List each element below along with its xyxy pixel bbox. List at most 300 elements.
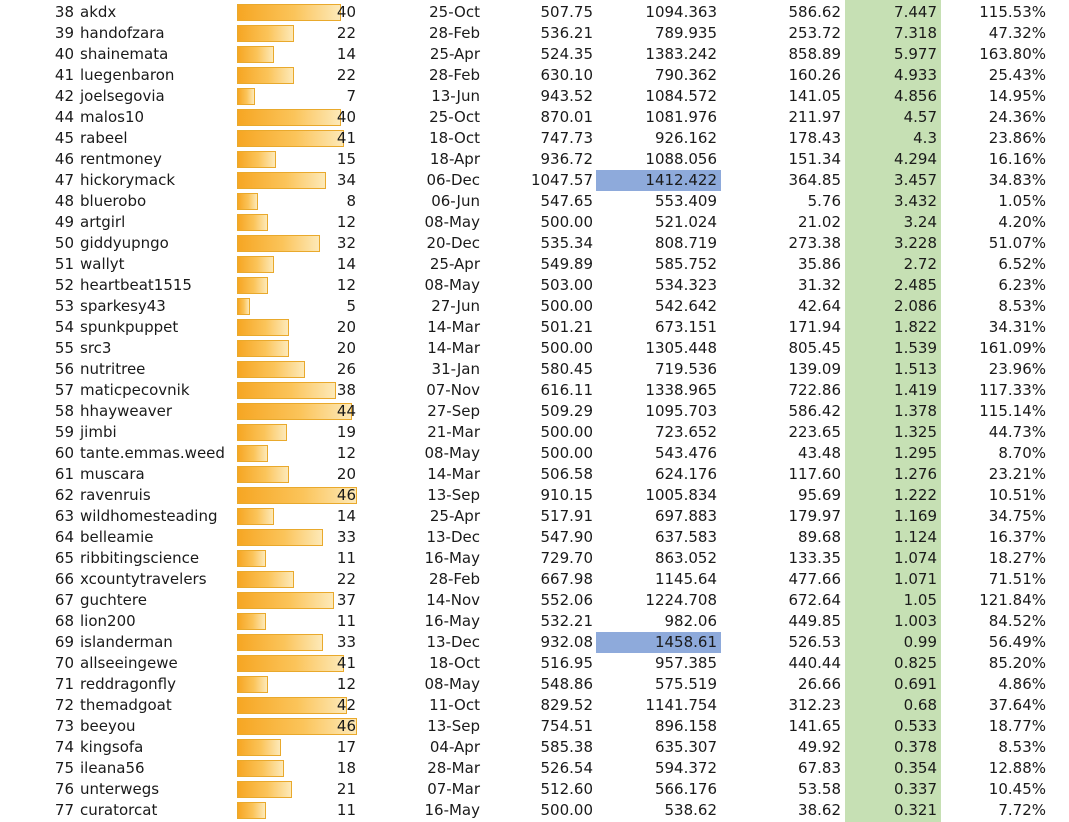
rank-cell[interactable]: 53	[54, 297, 74, 315]
username-cell[interactable]: nutritree	[80, 360, 146, 378]
count-cell[interactable]: 46	[336, 486, 356, 504]
table-row[interactable]	[0, 611, 1069, 632]
rank-cell[interactable]: 61	[54, 465, 74, 483]
percent-cell[interactable]: 51.07%	[988, 234, 1046, 252]
value-cell[interactable]: 549.89	[540, 255, 593, 273]
count-cell[interactable]: 8	[346, 192, 356, 210]
table-row[interactable]	[0, 86, 1069, 107]
table-row[interactable]	[0, 737, 1069, 758]
date-cell[interactable]: 14-Nov	[426, 591, 480, 609]
count-cell[interactable]: 34	[336, 171, 356, 189]
date-cell[interactable]: 18-Oct	[429, 129, 480, 147]
date-cell[interactable]: 08-May	[424, 276, 480, 294]
table-row[interactable]	[0, 65, 1069, 86]
date-cell[interactable]: 21-Mar	[427, 423, 480, 441]
date-cell[interactable]: 27-Jun	[431, 297, 480, 315]
value-cell[interactable]: 858.89	[788, 45, 841, 63]
count-cell[interactable]: 11	[336, 801, 356, 819]
rank-cell[interactable]: 60	[54, 444, 74, 462]
username-cell[interactable]: artgirl	[80, 213, 126, 231]
rank-cell[interactable]: 41	[54, 66, 74, 84]
percent-cell[interactable]: 23.96%	[988, 360, 1046, 378]
table-row[interactable]	[0, 527, 1069, 548]
value-cell[interactable]: 151.34	[788, 150, 841, 168]
percent-cell[interactable]: 12.88%	[988, 759, 1046, 777]
value-cell[interactable]: 117.60	[788, 465, 841, 483]
percent-cell[interactable]: 37.64%	[988, 696, 1046, 714]
date-cell[interactable]: 08-May	[424, 213, 480, 231]
ratio-cell[interactable]: 1.513	[894, 360, 937, 378]
value-cell[interactable]: 512.60	[540, 780, 593, 798]
ratio-cell[interactable]: 1.539	[894, 339, 937, 357]
count-cell[interactable]: 14	[336, 255, 356, 273]
count-cell[interactable]: 14	[336, 507, 356, 525]
username-cell[interactable]: spunkpuppet	[80, 318, 179, 336]
count-cell[interactable]: 18	[336, 759, 356, 777]
rank-cell[interactable]: 58	[54, 402, 74, 420]
table-row[interactable]	[0, 359, 1069, 380]
count-cell[interactable]: 32	[336, 234, 356, 252]
username-cell[interactable]: beeyou	[80, 717, 136, 735]
rank-cell[interactable]: 62	[54, 486, 74, 504]
table-row[interactable]	[0, 149, 1069, 170]
ratio-cell[interactable]: 0.354	[894, 759, 937, 777]
table-row[interactable]	[0, 506, 1069, 527]
date-cell[interactable]: 13-Sep	[427, 486, 480, 504]
percent-cell[interactable]: 18.27%	[988, 549, 1046, 567]
value-cell[interactable]: 211.97	[788, 108, 841, 126]
username-cell[interactable]: giddyupngo	[80, 234, 169, 252]
value-cell[interactable]: 1005.834	[645, 486, 717, 504]
value-cell[interactable]: 863.052	[654, 549, 717, 567]
value-cell[interactable]: 38.62	[798, 801, 841, 819]
ratio-cell[interactable]: 1.074	[894, 549, 937, 567]
username-cell[interactable]: wildhomesteading	[80, 507, 218, 525]
value-cell[interactable]: 543.476	[654, 444, 717, 462]
value-cell[interactable]: 535.34	[540, 234, 593, 252]
percent-cell[interactable]: 8.53%	[998, 738, 1046, 756]
value-cell[interactable]: 552.06	[540, 591, 593, 609]
value-cell[interactable]: 1088.056	[645, 150, 717, 168]
username-cell[interactable]: ribbitingscience	[80, 549, 200, 567]
rank-cell[interactable]: 76	[54, 780, 74, 798]
count-cell[interactable]: 12	[336, 213, 356, 231]
percent-cell[interactable]: 6.23%	[998, 276, 1046, 294]
value-cell[interactable]: 532.21	[540, 612, 593, 630]
username-cell[interactable]: joelsegovia	[80, 87, 165, 105]
value-cell[interactable]: 500.00	[540, 801, 593, 819]
table-row[interactable]	[0, 275, 1069, 296]
rank-cell[interactable]: 39	[54, 24, 74, 42]
date-cell[interactable]: 25-Apr	[429, 255, 480, 273]
username-cell[interactable]: unterwegs	[80, 780, 160, 798]
count-cell[interactable]: 22	[336, 66, 356, 84]
table-row[interactable]	[0, 44, 1069, 65]
value-cell[interactable]: 506.58	[540, 465, 593, 483]
username-cell[interactable]: themadgoat	[80, 696, 172, 714]
value-cell[interactable]: 31.32	[798, 276, 841, 294]
date-cell[interactable]: 31-Jan	[431, 360, 480, 378]
date-cell[interactable]: 27-Sep	[427, 402, 480, 420]
value-cell[interactable]: 1145.64	[654, 570, 717, 588]
username-cell[interactable]: jimbi	[80, 423, 117, 441]
percent-cell[interactable]: 44.73%	[988, 423, 1046, 441]
username-cell[interactable]: islanderman	[80, 633, 173, 651]
username-cell[interactable]: rabeel	[80, 129, 128, 147]
value-cell[interactable]: 49.92	[798, 738, 841, 756]
value-cell[interactable]: 943.52	[540, 87, 593, 105]
rank-cell[interactable]: 69	[54, 633, 74, 651]
percent-cell[interactable]: 84.52%	[988, 612, 1046, 630]
value-cell[interactable]: 926.162	[654, 129, 717, 147]
username-cell[interactable]: hickorymack	[80, 171, 176, 189]
value-cell[interactable]: 789.935	[654, 24, 717, 42]
count-cell[interactable]: 21	[336, 780, 356, 798]
table-row[interactable]	[0, 191, 1069, 212]
value-cell[interactable]: 273.38	[788, 234, 841, 252]
value-cell[interactable]: 517.91	[540, 507, 593, 525]
table-row[interactable]	[0, 2, 1069, 23]
date-cell[interactable]: 13-Dec	[426, 633, 480, 651]
ratio-cell[interactable]: 1.419	[894, 381, 937, 399]
percent-cell[interactable]: 121.84%	[979, 591, 1046, 609]
percent-cell[interactable]: 117.33%	[979, 381, 1046, 399]
table-row[interactable]	[0, 590, 1069, 611]
value-cell[interactable]: 43.48	[798, 444, 841, 462]
count-cell[interactable]: 20	[336, 318, 356, 336]
table-row[interactable]	[0, 23, 1069, 44]
table-row[interactable]	[0, 779, 1069, 800]
value-cell[interactable]: 630.10	[540, 66, 593, 84]
date-cell[interactable]: 16-May	[424, 612, 480, 630]
username-cell[interactable]: lion200	[80, 612, 136, 630]
percent-cell[interactable]: 163.80%	[979, 45, 1046, 63]
percent-cell[interactable]: 56.49%	[988, 633, 1046, 651]
value-cell[interactable]: 585.38	[540, 738, 593, 756]
value-cell[interactable]: 805.45	[788, 339, 841, 357]
date-cell[interactable]: 18-Apr	[429, 150, 480, 168]
count-cell[interactable]: 15	[336, 150, 356, 168]
ratio-cell[interactable]: 1.325	[894, 423, 937, 441]
date-cell[interactable]: 16-May	[424, 549, 480, 567]
date-cell[interactable]: 08-May	[424, 675, 480, 693]
value-cell[interactable]: 672.64	[788, 591, 841, 609]
value-cell[interactable]: 548.86	[540, 675, 593, 693]
ratio-cell[interactable]: 0.321	[894, 801, 937, 819]
value-cell[interactable]: 253.72	[788, 24, 841, 42]
value-cell[interactable]: 516.95	[540, 654, 593, 672]
rank-cell[interactable]: 51	[54, 255, 74, 273]
ratio-cell[interactable]: 1.276	[894, 465, 937, 483]
value-cell[interactable]: 5.76	[807, 192, 841, 210]
percent-cell[interactable]: 16.16%	[988, 150, 1046, 168]
table-row[interactable]	[0, 128, 1069, 149]
value-cell[interactable]: 722.86	[788, 381, 841, 399]
value-cell[interactable]: 754.51	[540, 717, 593, 735]
value-cell[interactable]: 723.652	[654, 423, 717, 441]
username-cell[interactable]: shainemata	[80, 45, 169, 63]
value-cell[interactable]: 870.01	[540, 108, 593, 126]
date-cell[interactable]: 13-Jun	[431, 87, 480, 105]
date-cell[interactable]: 28-Feb	[428, 24, 480, 42]
value-cell[interactable]: 141.05	[788, 87, 841, 105]
count-cell[interactable]: 12	[336, 675, 356, 693]
username-cell[interactable]: hhayweaver	[80, 402, 173, 420]
rank-cell[interactable]: 68	[54, 612, 74, 630]
username-cell[interactable]: kingsofa	[80, 738, 144, 756]
percent-cell[interactable]: 18.77%	[988, 717, 1046, 735]
count-cell[interactable]: 22	[336, 24, 356, 42]
table-row[interactable]	[0, 212, 1069, 233]
date-cell[interactable]: 04-Apr	[429, 738, 480, 756]
date-cell[interactable]: 25-Apr	[429, 507, 480, 525]
value-cell[interactable]: 547.65	[540, 192, 593, 210]
rank-cell[interactable]: 74	[54, 738, 74, 756]
value-cell[interactable]: 936.72	[540, 150, 593, 168]
date-cell[interactable]: 11-Oct	[429, 696, 480, 714]
ratio-cell[interactable]: 2.72	[903, 255, 937, 273]
count-cell[interactable]: 42	[336, 696, 356, 714]
table-row[interactable]	[0, 485, 1069, 506]
username-cell[interactable]: xcountytravelers	[80, 570, 207, 588]
username-cell[interactable]: src3	[80, 339, 112, 357]
ratio-cell[interactable]: 4.3	[913, 129, 937, 147]
table-row[interactable]	[0, 464, 1069, 485]
rank-cell[interactable]: 77	[54, 801, 74, 819]
value-cell[interactable]: 542.642	[654, 297, 717, 315]
value-cell[interactable]: 747.73	[540, 129, 593, 147]
percent-cell[interactable]: 8.70%	[998, 444, 1046, 462]
table-row[interactable]	[0, 107, 1069, 128]
ratio-cell[interactable]: 1.378	[894, 402, 937, 420]
value-cell[interactable]: 575.519	[654, 675, 717, 693]
count-cell[interactable]: 11	[336, 612, 356, 630]
username-cell[interactable]: sparkesy43	[80, 297, 166, 315]
rank-cell[interactable]: 70	[54, 654, 74, 672]
value-cell[interactable]: 524.35	[540, 45, 593, 63]
value-cell[interactable]: 719.536	[654, 360, 717, 378]
ratio-cell[interactable]: 1.822	[894, 318, 937, 336]
percent-cell[interactable]: 115.14%	[979, 402, 1046, 420]
value-cell[interactable]: 910.15	[540, 486, 593, 504]
count-cell[interactable]: 33	[336, 528, 356, 546]
count-cell[interactable]: 44	[336, 402, 356, 420]
ratio-cell[interactable]: 4.933	[894, 66, 937, 84]
percent-cell[interactable]: 4.86%	[998, 675, 1046, 693]
count-cell[interactable]: 20	[336, 465, 356, 483]
ratio-cell[interactable]: 0.68	[903, 696, 937, 714]
value-cell[interactable]: 312.23	[788, 696, 841, 714]
table-row[interactable]	[0, 401, 1069, 422]
count-cell[interactable]: 14	[336, 45, 356, 63]
ratio-cell[interactable]: 3.228	[894, 234, 937, 252]
table-row[interactable]	[0, 296, 1069, 317]
value-cell[interactable]: 594.372	[654, 759, 717, 777]
percent-cell[interactable]: 115.53%	[979, 3, 1046, 21]
value-cell[interactable]: 829.52	[540, 696, 593, 714]
percent-cell[interactable]: 7.72%	[998, 801, 1046, 819]
rank-cell[interactable]: 47	[54, 171, 74, 189]
ratio-cell[interactable]: 0.378	[894, 738, 937, 756]
ratio-cell[interactable]: 1.05	[903, 591, 937, 609]
username-cell[interactable]: ileana56	[80, 759, 145, 777]
username-cell[interactable]: belleamie	[80, 528, 154, 546]
value-cell[interactable]: 896.158	[654, 717, 717, 735]
value-cell[interactable]: 635.307	[654, 738, 717, 756]
value-cell[interactable]: 586.62	[788, 3, 841, 21]
value-cell[interactable]: 585.752	[654, 255, 717, 273]
value-cell[interactable]: 1383.242	[645, 45, 717, 63]
count-cell[interactable]: 19	[336, 423, 356, 441]
value-cell[interactable]: 790.362	[654, 66, 717, 84]
percent-cell[interactable]: 85.20%	[988, 654, 1046, 672]
count-cell[interactable]: 37	[336, 591, 356, 609]
date-cell[interactable]: 25-Apr	[429, 45, 480, 63]
rank-cell[interactable]: 56	[54, 360, 74, 378]
percent-cell[interactable]: 34.83%	[988, 171, 1046, 189]
value-cell[interactable]: 1081.976	[645, 108, 717, 126]
value-cell[interactable]: 521.024	[654, 213, 717, 231]
percent-cell[interactable]: 10.45%	[988, 780, 1046, 798]
value-cell[interactable]: 637.583	[654, 528, 717, 546]
ratio-cell[interactable]: 1.295	[894, 444, 937, 462]
value-cell[interactable]: 133.35	[788, 549, 841, 567]
percent-cell[interactable]: 16.37%	[988, 528, 1046, 546]
value-cell[interactable]: 932.08	[540, 633, 593, 651]
date-cell[interactable]: 18-Oct	[429, 654, 480, 672]
username-cell[interactable]: malos10	[80, 108, 145, 126]
count-cell[interactable]: 12	[336, 276, 356, 294]
value-cell[interactable]: 547.90	[540, 528, 593, 546]
rank-cell[interactable]: 38	[54, 3, 74, 21]
ratio-cell[interactable]: 0.533	[894, 717, 937, 735]
percent-cell[interactable]: 4.20%	[998, 213, 1046, 231]
table-row[interactable]	[0, 233, 1069, 254]
username-cell[interactable]: wallyt	[80, 255, 125, 273]
percent-cell[interactable]: 1.05%	[998, 192, 1046, 210]
ratio-cell[interactable]: 7.318	[894, 24, 937, 42]
table-row[interactable]	[0, 317, 1069, 338]
count-cell[interactable]: 41	[336, 654, 356, 672]
value-cell[interactable]: 957.385	[654, 654, 717, 672]
percent-cell[interactable]: 8.53%	[998, 297, 1046, 315]
value-cell[interactable]: 553.409	[654, 192, 717, 210]
rank-cell[interactable]: 54	[54, 318, 74, 336]
date-cell[interactable]: 13-Dec	[426, 528, 480, 546]
ratio-cell[interactable]: 0.99	[903, 633, 937, 651]
value-cell[interactable]: 507.75	[540, 3, 593, 21]
value-cell[interactable]: 500.00	[540, 444, 593, 462]
value-cell[interactable]: 1338.965	[645, 381, 717, 399]
username-cell[interactable]: bluerobo	[80, 192, 147, 210]
table-row[interactable]	[0, 170, 1069, 191]
ratio-cell[interactable]: 0.337	[894, 780, 937, 798]
rank-cell[interactable]: 40	[54, 45, 74, 63]
value-cell[interactable]: 1458.61	[654, 633, 717, 651]
username-cell[interactable]: curatorcat	[80, 801, 158, 819]
value-cell[interactable]: 477.66	[788, 570, 841, 588]
ratio-cell[interactable]: 0.825	[894, 654, 937, 672]
date-cell[interactable]: 14-Mar	[427, 339, 480, 357]
table-row[interactable]	[0, 443, 1069, 464]
date-cell[interactable]: 25-Oct	[429, 108, 480, 126]
percent-cell[interactable]: 34.75%	[988, 507, 1046, 525]
percent-cell[interactable]: 161.09%	[979, 339, 1046, 357]
value-cell[interactable]: 586.42	[788, 402, 841, 420]
value-cell[interactable]: 808.719	[654, 234, 717, 252]
value-cell[interactable]: 26.66	[798, 675, 841, 693]
ratio-cell[interactable]: 2.086	[894, 297, 937, 315]
rank-cell[interactable]: 50	[54, 234, 74, 252]
username-cell[interactable]: luegenbaron	[80, 66, 175, 84]
value-cell[interactable]: 526.53	[788, 633, 841, 651]
percent-cell[interactable]: 23.21%	[988, 465, 1046, 483]
value-cell[interactable]: 534.323	[654, 276, 717, 294]
value-cell[interactable]: 729.70	[540, 549, 593, 567]
value-cell[interactable]: 178.43	[788, 129, 841, 147]
rank-cell[interactable]: 42	[54, 87, 74, 105]
username-cell[interactable]: maticpecovnik	[80, 381, 190, 399]
table-row[interactable]	[0, 716, 1069, 737]
value-cell[interactable]: 67.83	[798, 759, 841, 777]
ratio-cell[interactable]: 1.003	[894, 612, 937, 630]
value-cell[interactable]: 171.94	[788, 318, 841, 336]
percent-cell[interactable]: 23.86%	[988, 129, 1046, 147]
username-cell[interactable]: tante.emmas.weed	[80, 444, 225, 462]
table-row[interactable]	[0, 569, 1069, 590]
value-cell[interactable]: 21.02	[798, 213, 841, 231]
date-cell[interactable]: 28-Mar	[427, 759, 480, 777]
table-row[interactable]	[0, 758, 1069, 779]
value-cell[interactable]: 42.64	[798, 297, 841, 315]
rank-cell[interactable]: 66	[54, 570, 74, 588]
table-row[interactable]	[0, 422, 1069, 443]
rank-cell[interactable]: 57	[54, 381, 74, 399]
value-cell[interactable]: 500.00	[540, 423, 593, 441]
value-cell[interactable]: 1412.422	[645, 171, 717, 189]
rank-cell[interactable]: 46	[54, 150, 74, 168]
table-row[interactable]	[0, 800, 1069, 821]
table-row[interactable]	[0, 695, 1069, 716]
username-cell[interactable]: reddragonfly	[80, 675, 176, 693]
percent-cell[interactable]: 10.51%	[988, 486, 1046, 504]
value-cell[interactable]: 500.00	[540, 213, 593, 231]
table-row[interactable]	[0, 653, 1069, 674]
ratio-cell[interactable]: 3.24	[903, 213, 937, 231]
ratio-cell[interactable]: 3.457	[894, 171, 937, 189]
value-cell[interactable]: 1094.363	[645, 3, 717, 21]
percent-cell[interactable]: 25.43%	[988, 66, 1046, 84]
value-cell[interactable]: 982.06	[664, 612, 717, 630]
value-cell[interactable]: 223.65	[788, 423, 841, 441]
ratio-cell[interactable]: 3.432	[894, 192, 937, 210]
count-cell[interactable]: 5	[346, 297, 356, 315]
value-cell[interactable]: 536.21	[540, 24, 593, 42]
rank-cell[interactable]: 72	[54, 696, 74, 714]
date-cell[interactable]: 14-Mar	[427, 465, 480, 483]
count-cell[interactable]: 26	[336, 360, 356, 378]
percent-cell[interactable]: 34.31%	[988, 318, 1046, 336]
value-cell[interactable]: 179.97	[788, 507, 841, 525]
date-cell[interactable]: 08-May	[424, 444, 480, 462]
value-cell[interactable]: 449.85	[788, 612, 841, 630]
username-cell[interactable]: guchtere	[80, 591, 147, 609]
ratio-cell[interactable]: 1.169	[894, 507, 937, 525]
date-cell[interactable]: 14-Mar	[427, 318, 480, 336]
value-cell[interactable]: 139.09	[788, 360, 841, 378]
username-cell[interactable]: allseeingewe	[80, 654, 178, 672]
count-cell[interactable]: 33	[336, 633, 356, 651]
